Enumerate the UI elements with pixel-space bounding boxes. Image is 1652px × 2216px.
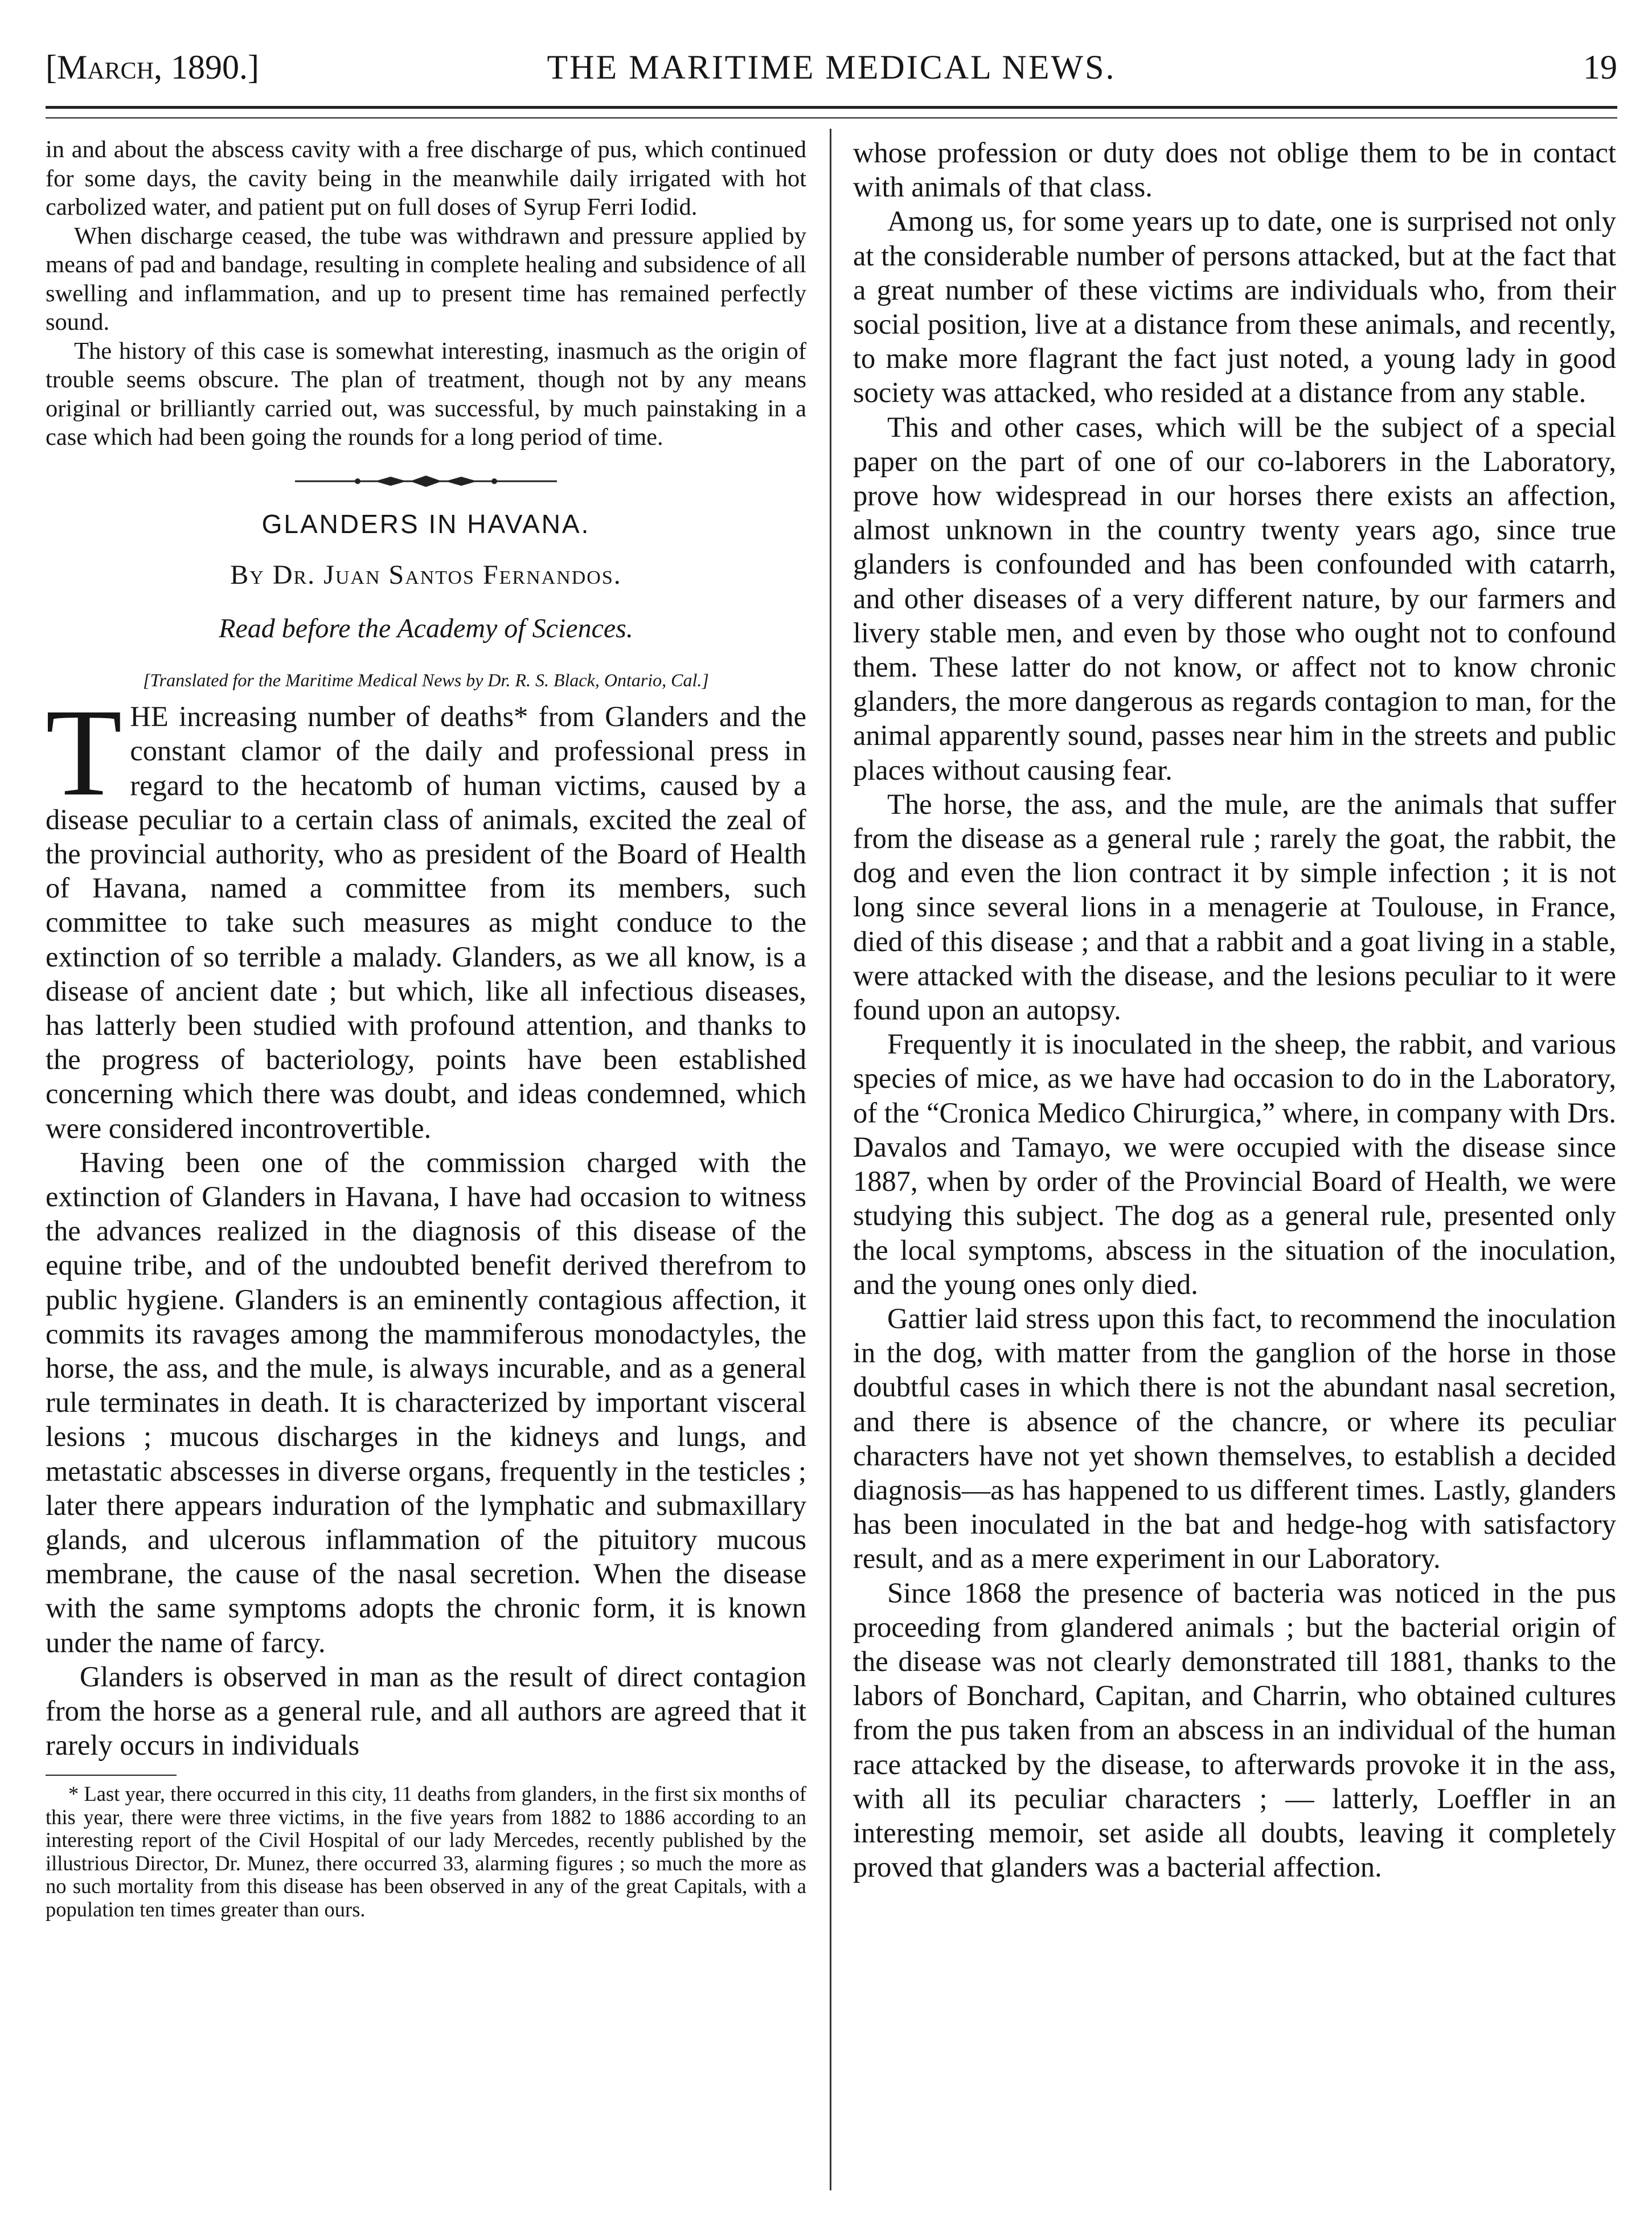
paragraph: whose profession or duty does not oblige them to be in contact with animals of that class. — [853, 137, 1616, 203]
paragraph: This and other cases, which will be the subject of a special paper on the part of one of our co-laborers in the Laboratory, prove how widespread in our horses there exists an affection, almost unknown in the country twenty years ago, since true glanders is confounded and has been confounded with catarrh, and other diseases of a very different nature, by our farmers and livery stable men, and even by those who ought not to confound them. These latter do not know, or affect not to know chronic glanders, the more dangerous as regards contagion to man, for the animal apparently sound, passes near him in the streets and public places without causing fear. — [853, 411, 1616, 786]
paragraph: Frequently it is inoculated in the sheep, the rabbit, and various species of mice, as we have had occasion to do in the Laboratory, of the “Cronica Medico Chirurgica,” where, in company with Drs. Davalos and Tamayo, we were occupied with the disease since 1887, when by order of the Provincial Board of Health, we were studying this subject. The dog as a general rule, presented only the local symptoms, abscess in the situation of the inoculation, and the young ones only died. — [853, 1028, 1616, 1300]
paragraph: Since 1868 the presence of bacteria was noticed in the pus proceeding from glandered animals ; but the bacterial origin of the disease was not clearly demonstrated till 1881, thanks to the labors of Bonchard, Capitan, and Charrin, who obtained cultures from the pus taken from an abscess in an individual of the human race attacked by the disease, to afterwards provoke it in the ass, with all its peculiar characters ; — latterly, Loeffler in an interesting memoir, set aside all doubts, leaving it completely proved that glanders was a bacterial affection. — [853, 1576, 1616, 1883]
header-rule-thick — [46, 106, 1617, 109]
column-divider — [830, 129, 831, 2190]
paragraph: Gattier laid stress upon this fact, to recommend the inoculation in the dog, with matter from the ganglion of the horse in those doubtful cases in which there is not the abundant nasal secretion, and there is absence of the chancre, or where its peculiar characters have not yet shown themselves, to establish a decided diagnosis—as has happened to us different times. Lastly, glanders has been inoculated in the bat and hedge-hog with satisfactory result, and as a mere experiment in our Laboratory. — [853, 1302, 1616, 1575]
footnote: * Last year, there occurred in this city, 11 deaths from glanders, in the first six months of this year, there were three victims, in the five years from 1882 to 1886 according to an interesting report of the Civil Hospital of our lady Mercedes, recently published by the illustrious Director, Dr. Munez, there occurred 33, alarming figures ; so much the more as no such mortality from this disease has been observed in any of the great Capitals, with a population ten times greater than ours. — [46, 1782, 806, 1921]
paragraph: Among us, for some years up to date, one is surprised not only at the considerable number of persons attacked, but at the fact that a great number of these victims are individuals who, from their social position, live at a distance from these animals, and recently, to make more flagrant the fact just noted, a young lady in good society was attacked, who resided at a distance from any stable. — [853, 205, 1616, 409]
paragraph: The horse, the ass, and the mule, are the animals that suffer from the disease as a general rule ; rarely the goat, the rabbit, the dog and even the lion contract it by simple infection ; it is not long since several lions in a menagerie at Toulouse, in France, died of this disease ; and that a rabbit and a goat living in a stable, were attacked with the disease, and the lesions peculiar to it were found upon an autopsy. — [853, 788, 1616, 1026]
paragraph: in and about the abscess cavity with a free discharge of pus, which continued for some days, the cavity being in the meanwhile daily irrigated with hot carbolized water, and patient put on full doses of Syrup Ferri Iodid. — [46, 136, 806, 220]
journal-title: THE MARITIME MEDICAL NEWS. — [547, 48, 1116, 86]
drop-cap: T — [46, 683, 122, 822]
footnote-rule — [46, 1775, 177, 1776]
previous-article-end — [46, 136, 806, 452]
paragraph: Having been one of the commission charged with the extinction of Glanders in Havana, I have had occasion to witness the advances realized in the diagnosis of this disease of the equine tribe, and of the undoubted benefit derived therefrom to public hygiene. Glanders is an eminently contagious affection, it commits its ravages among the mammiferous monodactyles, the horse, the ass, and the mule, is always incurable, and as a general rule terminates in death. It is characterized by important visceral lesions ; mucous discharges in the kidneys and lungs, and metastatic abscesses in diverse organs, frequently in the testicles ; later there appears induration of the lymphatic and submaxillary glands, and ulcerous inflammation of the pituitory mucous membrane, the cause of the nasal secretion. When the disease with the same symptoms adopts the chronic form, it is known under the name of farcy. — [46, 1146, 806, 1658]
translation-note: [Translated for the Maritime Medical News by Dr. R. S. Black, Ontario, Cal.] — [143, 670, 709, 691]
read-before-note: Read before the Academy of Sciences. — [219, 613, 633, 644]
right-column — [853, 136, 1616, 1884]
first-paragraph-text: HE increasing number of deaths* from Glanders and the constant clamor of the daily and professional press in regard to the hecatomb of human victims, caused by a disease peculiar to a certain class of animals, excited the zeal of the provincial authority, who as president of the Board of Health of Havana, named a committee from its members, such committee to take such measures as might conduce to the extinction of so terrible a malady. Glanders, as we all know, is a disease of ancient date ; but which, like all infectious diseases, has latterly been studied with profound attention, and thanks to the progress of bacteriology, points have been established concerning which there was doubt, and ideas condemned, which were considered incontrovertible. — [46, 701, 806, 1144]
left-column — [46, 136, 806, 1921]
article-first-paragraph — [46, 683, 806, 1145]
byline: By Dr. Juan Santos Fernandos. — [230, 559, 622, 590]
paragraph: When discharge ceased, the tube was withdrawn and pressure applied by means of pad and bandage, resulting in complete healing and subsidence of all swelling and inflammation, and up to present time has remained perfectly sound. — [46, 222, 806, 335]
article-title: GLANDERS IN HAVANA. — [261, 509, 591, 539]
header-rule-thin — [46, 117, 1617, 118]
ornament-divider — [289, 473, 563, 490]
running-header — [46, 48, 1617, 95]
paragraph: Glanders is observed in man as the result of direct contagion from the horse as a general rule, and all authors are agreed that it rarely occurs in individuals — [46, 1660, 806, 1762]
page-number: 19 — [1583, 48, 1617, 86]
issue-date: [March, 1890.] — [46, 48, 259, 86]
paragraph: The history of this case is somewhat interesting, inasmuch as the origin of trouble seems obscure. The plan of treatment, though not by any means original or brilliantly carried out, was successful, by much painstaking in a case which had been going the rounds for a long period of time. — [46, 337, 806, 450]
